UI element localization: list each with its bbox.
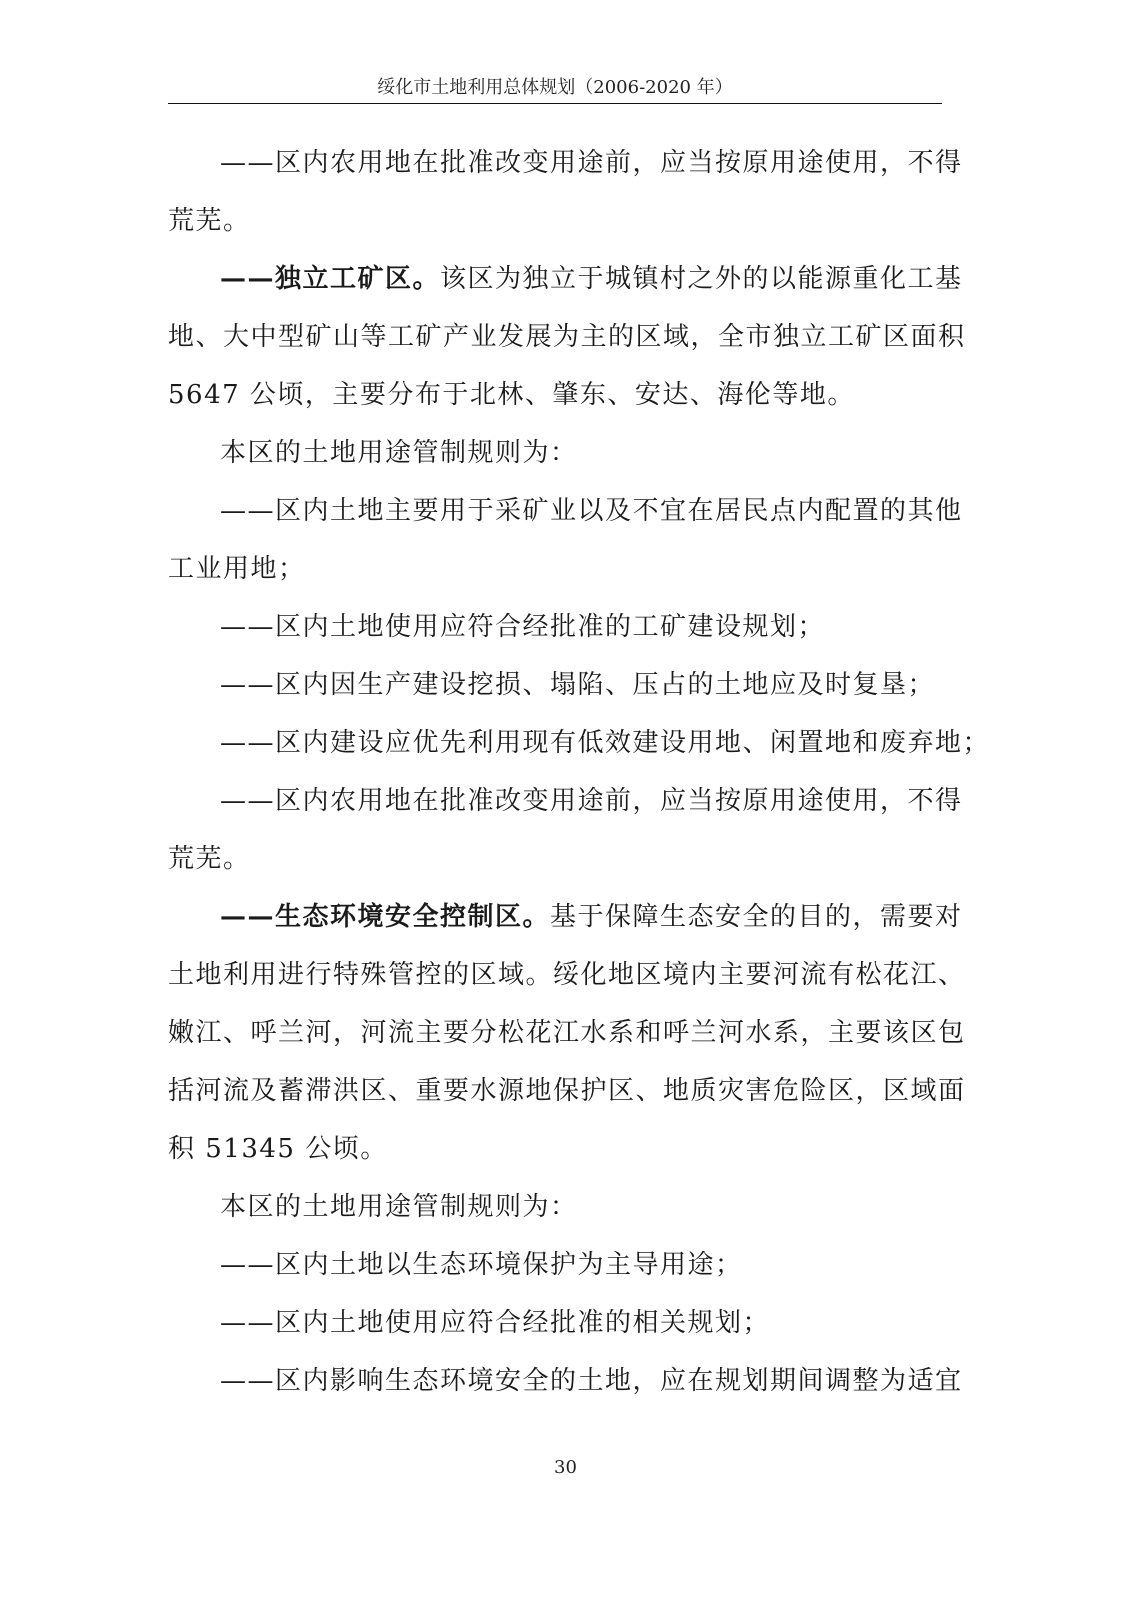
text-line: 嫩江、呼兰河，河流主要分松花江水系和呼兰河水系，主要该区包 bbox=[168, 1018, 966, 1048]
text-line: 积 51345 公顷。 bbox=[168, 1134, 388, 1164]
text-line: ——区内土地使用应符合经批准的工矿建设规划； bbox=[220, 612, 826, 642]
text-span: 基于保障生态安全的目的，需要对 bbox=[550, 902, 963, 932]
text-line: 土地利用进行特殊管控的区域。绥化地区境内主要河流有松花江、 bbox=[168, 960, 966, 990]
text-line: 工业用地； bbox=[168, 554, 306, 584]
section-heading-line bbox=[168, 250, 963, 308]
text-line: 地、大中型矿山等工矿产业发展为主的区域，全市独立工矿区面积 bbox=[168, 322, 966, 352]
text-line: ——区内土地使用应符合经批准的相关规划； bbox=[220, 1308, 771, 1338]
running-header: 绥化市土地利用总体规划（2006-2020 年） bbox=[377, 77, 733, 98]
document-body bbox=[168, 134, 991, 1410]
text-line: 本区的土地用途管制规则为： bbox=[220, 1192, 578, 1222]
section-heading-line bbox=[168, 888, 963, 946]
page-number: 30 bbox=[554, 1457, 577, 1478]
text-line: ——区内农用地在批准改变用途前，应当按原用途使用，不得 bbox=[220, 148, 963, 178]
text-line: ——区内建设应优先利用现有低效建设用地、闲置地和废弃地； bbox=[220, 728, 991, 758]
section-heading: ——独立工矿区。 bbox=[220, 264, 441, 294]
text-line: 荒芜。 bbox=[168, 206, 251, 236]
text-line: 荒芜。 bbox=[168, 844, 251, 874]
text-line: 本区的土地用途管制规则为： bbox=[220, 438, 578, 468]
header-divider bbox=[168, 103, 942, 104]
text-line: ——区内农用地在批准改变用途前，应当按原用途使用，不得 bbox=[220, 786, 963, 816]
text-line: ——区内土地以生态环境保护为主导用途； bbox=[220, 1250, 743, 1280]
text-line: ——区内土地主要用于采矿业以及不宜在居民点内配置的其他 bbox=[220, 496, 963, 526]
text-line: ——区内因生产建设挖损、塌陷、压占的土地应及时复垦； bbox=[220, 670, 936, 700]
text-line: 括河流及蓄滞洪区、重要水源地保护区、地质灾害危险区，区域面 bbox=[168, 1076, 966, 1106]
text-span: 该区为独立于城镇村之外的以能源重化工基 bbox=[440, 264, 963, 294]
text-line: 5647 公顷，主要分布于北林、肇东、安达、海伦等地。 bbox=[168, 380, 855, 410]
section-heading: ——生态环境安全控制区。 bbox=[220, 902, 551, 932]
text-line: ——区内影响生态环境安全的土地，应在规划期间调整为适宜 bbox=[220, 1366, 963, 1396]
